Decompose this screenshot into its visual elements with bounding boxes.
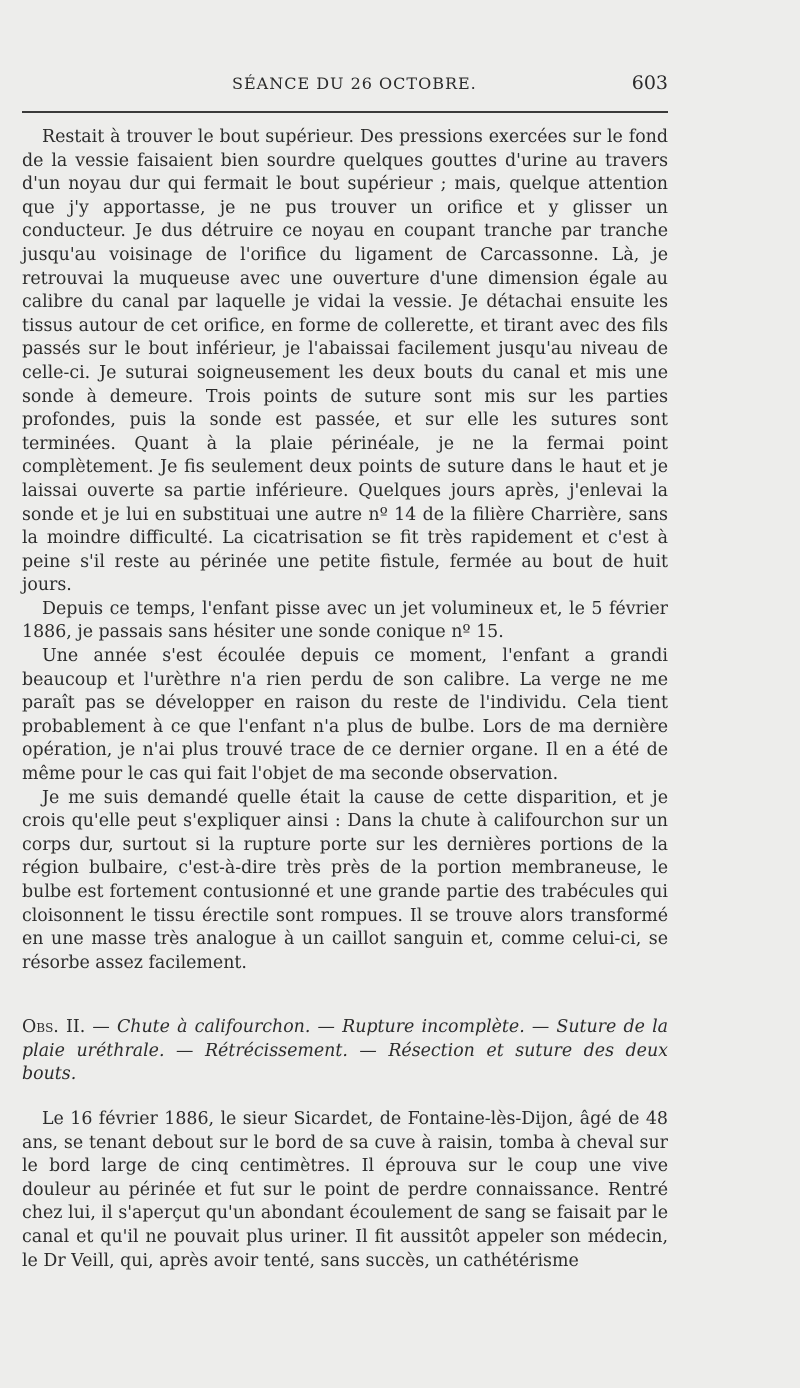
- paragraph: Je me suis demandé quelle était la cause de cette disparition, et je crois qu'elle peut s'expliquer ainsi : Dans la chute à califourchon sur un corps dur, surtout si la rupture porte sur les dernières portions de la région bulbaire, c'est-à-dire très près de la portion membraneuse, le bulbe est fortement contusionné et une grande partie des trabécules qui cloisonnent le tissu érectile sont rompues. Il se trouve alors transformé en une masse très analogue à un caillot sanguin et, comme celui-ci, se résorbe assez facilement.: [22, 787, 668, 973]
- running-header: [22, 74, 668, 100]
- paragraph: Le 16 février 1886, le sieur Sicardet, de Fontaine-lès-Dijon, âgé de 48 ans, se tenant debout sur le bord de sa cuve à raisin, tomba à cheval sur le bord large de cinq centimètres. Il éprouva sur le coup une vive douleur au périnée et fut sur le point de perdre connaissance. Rentré chez lui, il s'aperçut qu'un abondant écoulement de sang se faisait par le canal et qu'il ne pouvait plus uriner. Il fit aussitôt appeler son médecin, le Dr Veill, qui, après avoir tenté, sans succès, un cathétérisme: [22, 1109, 668, 1271]
- header-title: SÉANCE DU 26 OCTOBRE.: [232, 74, 477, 93]
- observation-label: Obs. II.: [22, 1017, 86, 1037]
- paragraph: Une année s'est écoulée depuis ce moment, l'enfant a grandi beaucoup et l'urèthre n'a rien perdu de son calibre. La verge ne me paraît pas se développer en raison du reste de l'individu. Cela tient probablement à ce que l'enfant n'a plus de bulbe. Lors de ma dernière opération, je n'ai plus trouvé trace de ce dernier organe. Il en a été de même pour le cas qui fait l'objet de ma seconde observation.: [22, 646, 668, 785]
- observation-heading: [22, 1016, 668, 1087]
- observation-title: — Chute à califourchon. — Rupture incomplète. — Suture de la plaie uréthrale. — Rétrécissement. — Résection et suture des deux bouts.: [22, 1017, 668, 1085]
- observation-text: [22, 1108, 668, 1273]
- header-rule: [22, 111, 668, 113]
- page-number: 603: [631, 72, 668, 94]
- main-text: [22, 126, 668, 975]
- paragraph: Restait à trouver le bout supérieur. Des pressions exercées sur le fond de la vessie faisaient bien sourdre quelques gouttes d'urine au travers d'un noyau dur qui fermait le bout supérieur ; mais, quelque attention que j'y apportasse, je ne pus trouver un orifice et y glisser un conducteur. Je dus détruire ce noyau en coupant tranche par tranche jusqu'au voisinage de l'orifice du ligament de Carcassonne. Là, je retrouvai la muqueuse avec une ouverture d'une dimension égale au calibre du canal par laquelle je vidai la vessie. Je détachai ensuite les tissus autour de cet orifice, en forme de collerette, et tirant avec des fils passés sur le bout inférieur, je l'abaissai facilement jusqu'au niveau de celle-ci. Je suturai soigneusement les deux bouts du canal et mis une sonde à demeure. Trois points de suture sont mis sur les parties profondes, puis la sonde est passée, et sur elle les sutures sont terminées. Quant à la plaie périnéale, je ne la fermai point complètement. Je fis seulement deux points de suture dans le haut et je laissai ouverte sa partie inférieure. Quelques jours après, j'enlevai la sonde et je lui en substituai une autre nº 14 de la filière Charrière, sans la moindre difficulté. La cicatrisation se fit très rapidement et c'est à peine s'il reste au périnée une petite fistule, fermée au bout de huit jours.: [22, 127, 668, 596]
- paragraph: Depuis ce temps, l'enfant pisse avec un jet volumineux et, le 5 février 1886, je passais sans hésiter une sonde conique nº 15.: [22, 598, 668, 643]
